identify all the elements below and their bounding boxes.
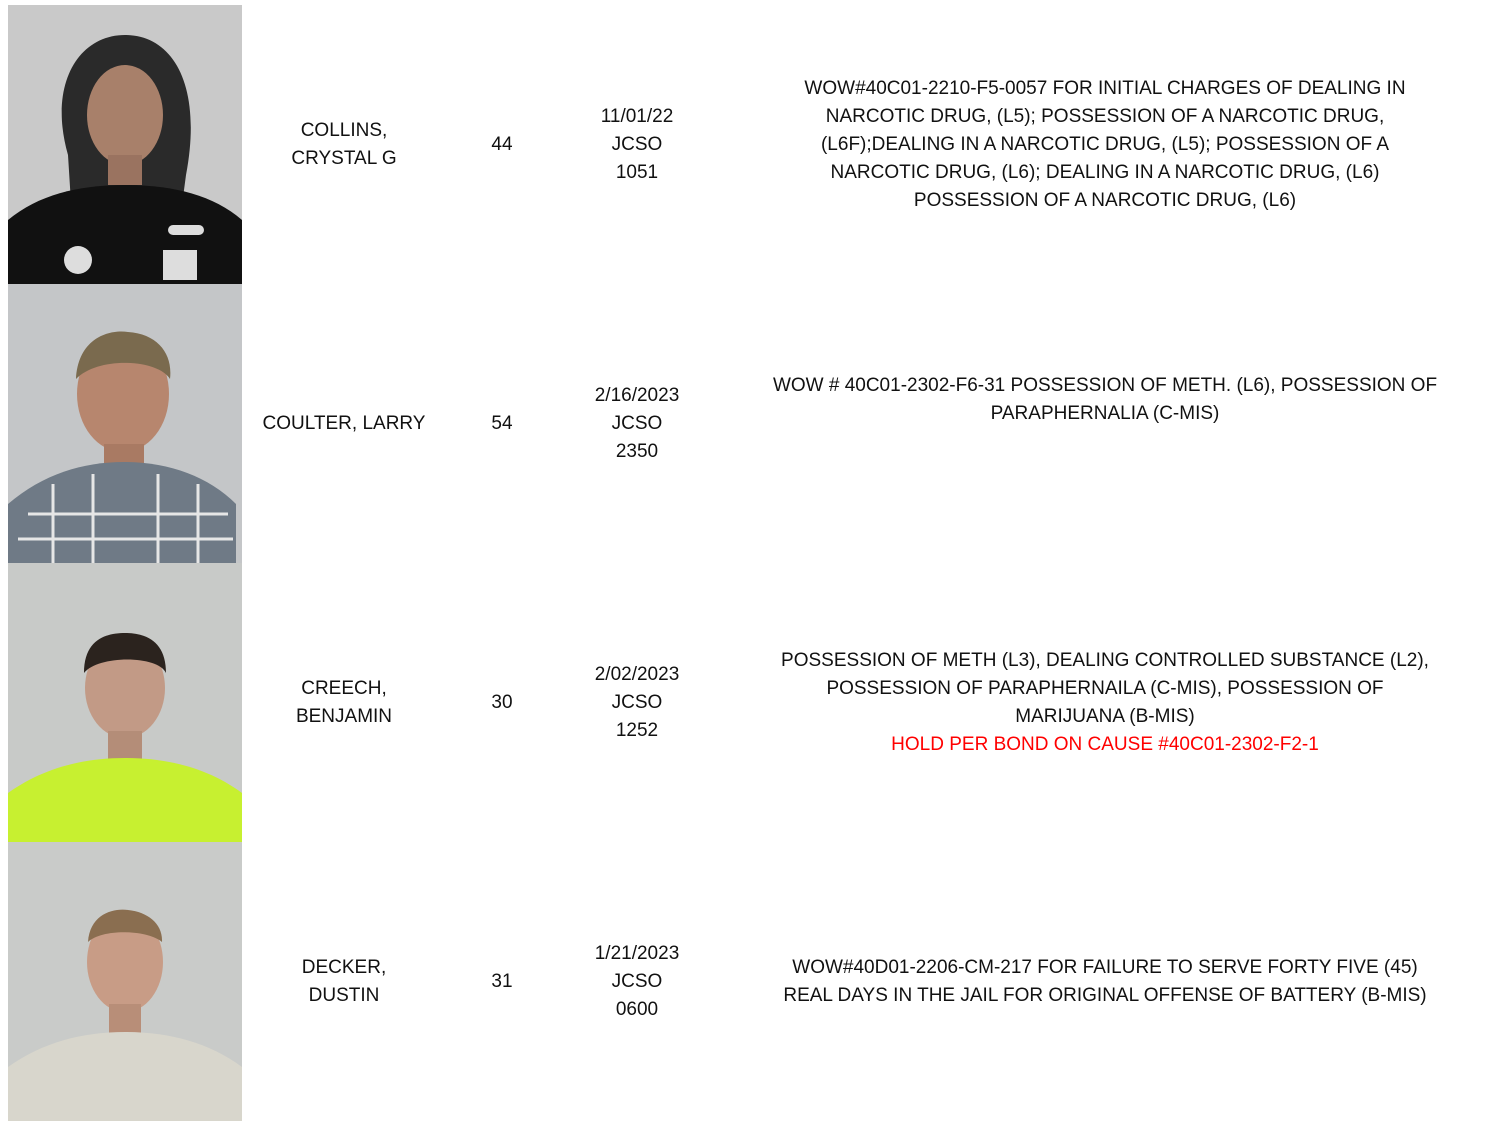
inmate-age: 30	[491, 691, 513, 713]
mugshot-photo	[8, 284, 242, 563]
booking-date: 2/02/2023	[594, 663, 680, 685]
charges	[714, 563, 1496, 842]
charges	[714, 842, 1496, 1121]
mugshot-icon	[8, 284, 242, 563]
booking-time: 1051	[615, 161, 659, 183]
mugshot-icon	[8, 5, 242, 284]
inmate-row	[0, 5, 1496, 284]
hold-notice: HOLD PER BOND ON CAUSE #40C01-2302-F2-1	[891, 733, 1319, 755]
booking-agency: JCSO	[611, 133, 663, 155]
inmate-name	[244, 563, 444, 842]
name-line-1: COLLINS,	[300, 119, 388, 141]
mugshot-photo	[8, 563, 242, 842]
inmate-age: 31	[491, 970, 513, 992]
inmate-row	[0, 284, 1496, 563]
name-line-1: COULTER, LARRY	[262, 412, 426, 434]
inmate-name	[244, 284, 444, 563]
booking-date: 1/21/2023	[594, 942, 680, 964]
mugshot-photo	[8, 5, 242, 284]
inmate-row	[0, 563, 1496, 842]
name-line-1: DECKER,	[301, 956, 387, 978]
charge-line: POSSESSION OF METH (L3), DEALING CONTROLLED SUBSTANCE (L2),	[781, 649, 1429, 671]
charge-line: POSSESSION OF PARAPHERNAILA (C-MIS), POSSESSION OF	[826, 677, 1384, 699]
inmate-age: 44	[491, 133, 513, 155]
booking-agency: JCSO	[611, 412, 663, 434]
inmate-row	[0, 842, 1496, 1121]
booking-agency: JCSO	[611, 970, 663, 992]
charge-line: POSSESSION OF A NARCOTIC DRUG, (L6)	[913, 189, 1297, 211]
inmate-name	[244, 842, 444, 1121]
charges	[714, 5, 1496, 284]
booking-time: 1252	[615, 719, 659, 741]
inmate-name	[244, 5, 444, 284]
mugshot-photo	[8, 842, 242, 1121]
booking-time: 2350	[615, 440, 659, 462]
booking-time: 0600	[615, 998, 659, 1020]
booking-info	[560, 284, 714, 563]
charge-line: NARCOTIC DRUG, (L6); DEALING IN A NARCOTIC DRUG, (L6)	[830, 161, 1380, 183]
booking-date: 2/16/2023	[594, 384, 680, 406]
charge-line: WOW#40C01-2210-F5-0057 FOR INITIAL CHARGES OF DEALING IN	[804, 77, 1406, 99]
mugshot-icon	[8, 842, 242, 1121]
charges	[714, 284, 1496, 563]
name-line-2: BENJAMIN	[295, 705, 393, 727]
mugshot-icon	[8, 563, 242, 842]
booking-info	[560, 5, 714, 284]
charge-line: WOW#40D01-2206-CM-217 FOR FAILURE TO SERVE FORTY FIVE (45)	[792, 956, 1418, 978]
charge-line: REAL DAYS IN THE JAIL FOR ORIGINAL OFFENSE OF BATTERY (B-MIS)	[783, 984, 1427, 1006]
booking-info	[560, 842, 714, 1121]
booking-info	[560, 563, 714, 842]
charge-line: (L6F);DEALING IN A NARCOTIC DRUG, (L5); POSSESSION OF A	[820, 133, 1389, 155]
inmate-age: 54	[491, 412, 513, 434]
name-line-1: CREECH,	[301, 677, 387, 699]
charge-line: NARCOTIC DRUG, (L5); POSSESSION OF A NARCOTIC DRUG,	[825, 105, 1385, 127]
charge-line: WOW # 40C01-2302-F6-31 POSSESSION OF METH. (L6), POSSESSION OF	[772, 375, 1438, 396]
booking-date: 11/01/22	[600, 105, 674, 127]
booking-agency: JCSO	[611, 691, 663, 713]
charge-line: MARIJUANA (B-MIS)	[1015, 705, 1195, 727]
name-line-2: CRYSTAL G	[291, 147, 397, 169]
charge-line: PARAPHERNALIA (C-MIS)	[990, 403, 1220, 424]
name-line-2: DUSTIN	[308, 984, 380, 1006]
